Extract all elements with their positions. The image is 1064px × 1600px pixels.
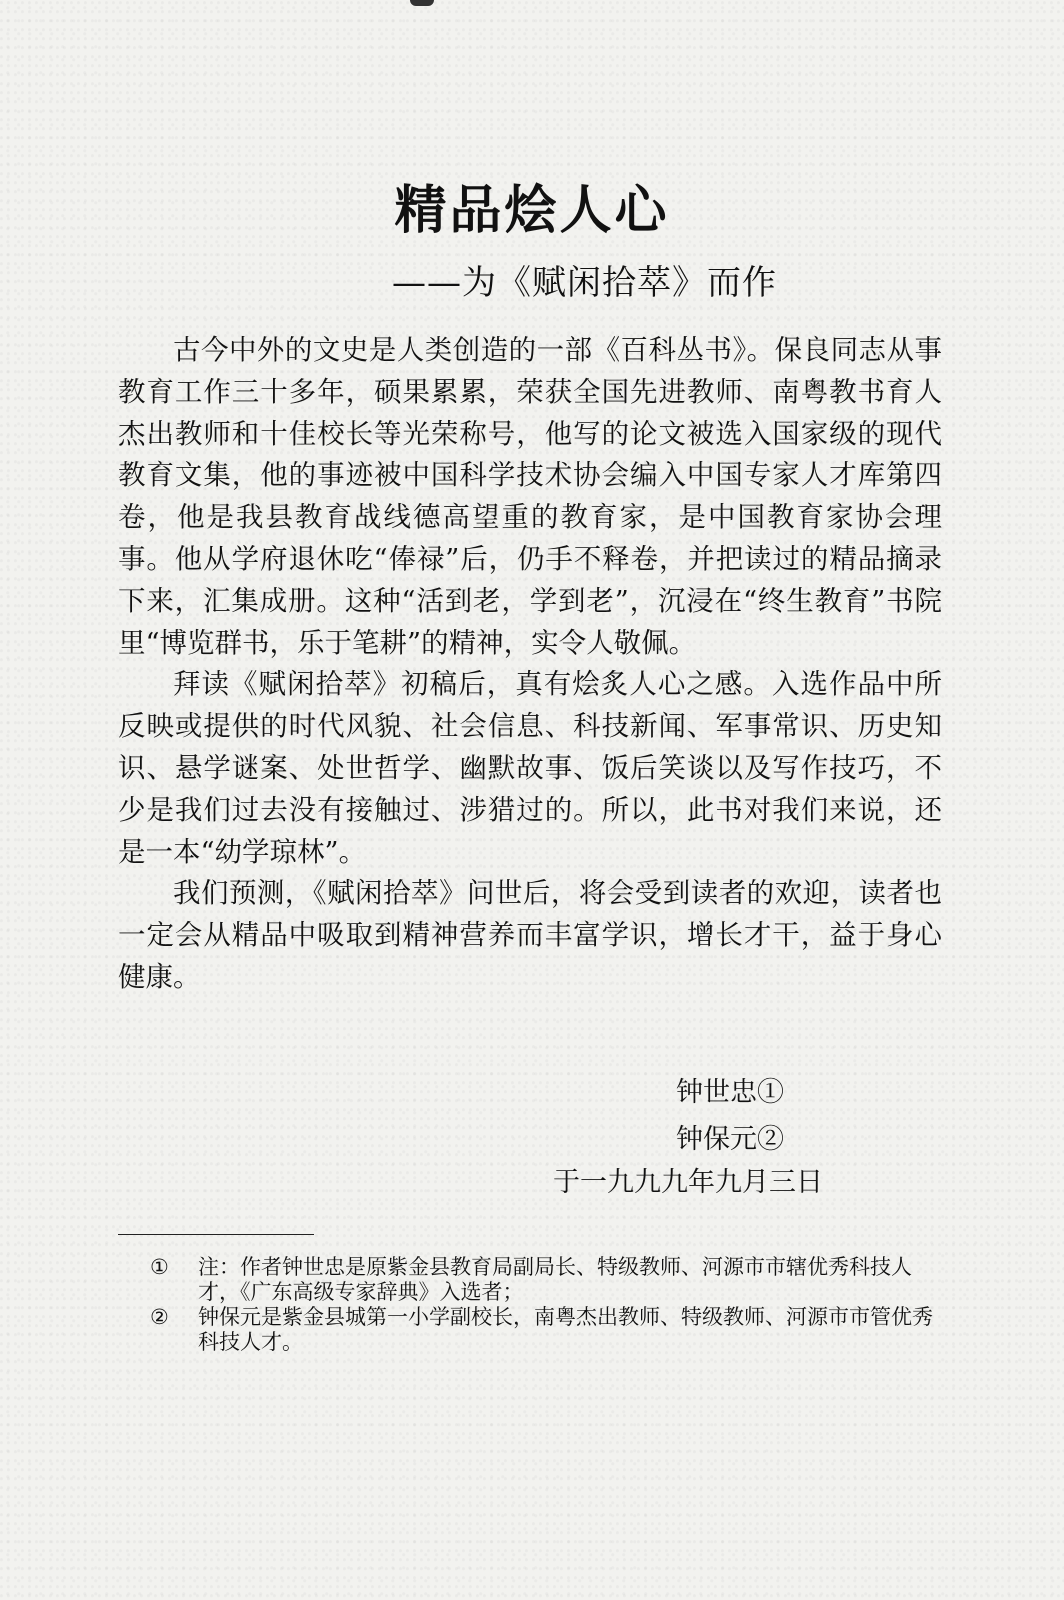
footnote-item: [150, 1255, 940, 1305]
footnote-marker: ②: [150, 1305, 169, 1329]
footnote-item: [150, 1305, 940, 1355]
signature-author-2: 钟保元②: [676, 1124, 784, 1155]
footnote-divider: [118, 1234, 314, 1235]
footnote-text: 注：作者钟世忠是原紫金县教育局副局长、特级教师、河源市市辖优秀科技人才，《广东高级专家辞典》入选者；: [198, 1255, 912, 1304]
footnote-text: 钟保元是紫金县城第一小学副校长，南粤杰出教师、特级教师、河源市市管优秀科技人才。: [198, 1305, 933, 1354]
signature-author-1: 钟世忠①: [676, 1077, 784, 1108]
page-subtitle: ——为《赋闲拾萃》而作: [392, 263, 777, 303]
page-title: 精品烩人心: [394, 180, 670, 241]
paragraph: 拜读《赋闲拾萃》初稿后，真有烩炙人心之感。入选作品中所反映或提供的时代风貌、社会信息、科技新闻、军事常识、历史知识、悬学谜案、处世哲学、幽默故事、饭后笑谈以及写作技巧，不少是我们过去没有接触过、涉猎过的。所以，此书对我们来说，还是一本“幼学琼林”。: [118, 668, 942, 868]
paragraph: 我们预测，《赋闲拾萃》问世后，将会受到读者的欢迎，读者也一定会从精品中吸取到精神营养而丰富学识，增长才干，益于身心健康。: [118, 877, 942, 993]
footnote-marker: ①: [150, 1255, 169, 1279]
footnotes: [150, 1255, 940, 1355]
binding-mark: [410, 0, 434, 6]
signature-date: 于一九九九年九月三日: [553, 1167, 823, 1198]
paragraph: 古今中外的文史是人类创造的一部《百科丛书》。保良同志从事教育工作三十多年，硕果累累，荣获全国先进教师、南粤教书育人杰出教师和十佳校长等光荣称号，他写的论文被选入国家级的现代教育文集，他的事迹被中国科学技术协会编入中国专家人才库第四卷，他是我县教育战线德高望重的教育家，是中国教育家协会理事。他从学府退休吃“俸禄”后，仍手不释卷，并把读过的精品摘录下来，汇集成册。这种“活到老，学到老”，沉浸在“终生教育”书院里“博览群书，乐于笔耕”的精神，实令人敬佩。: [118, 334, 942, 659]
body-text: [118, 330, 942, 999]
